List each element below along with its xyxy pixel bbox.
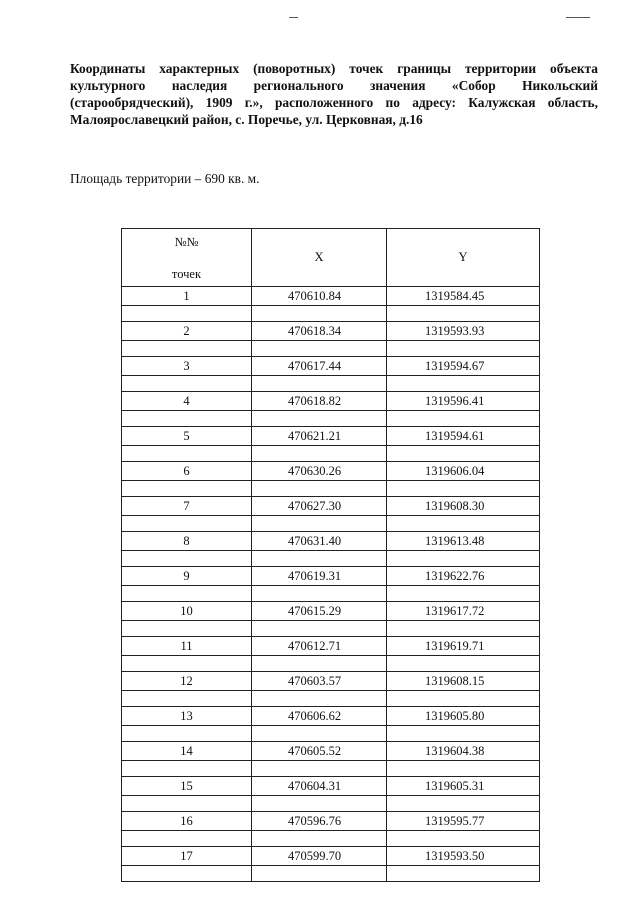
y-coordinate-cell: 1319608.15 [387, 672, 540, 691]
table-row [122, 602, 540, 621]
empty-cell [252, 831, 387, 847]
point-number-cell: 3 [122, 357, 252, 376]
x-coordinate-cell: 470605.52 [252, 742, 387, 761]
table-row [122, 847, 540, 866]
empty-cell [387, 411, 540, 427]
table-row [122, 287, 540, 306]
empty-cell [122, 341, 252, 357]
table-row [122, 322, 540, 341]
header-x: X [252, 229, 387, 287]
x-coordinate-cell: 470606.62 [252, 707, 387, 726]
empty-cell [252, 866, 387, 882]
table-spacer-row [122, 551, 540, 567]
table-spacer-row [122, 691, 540, 707]
empty-cell [387, 796, 540, 812]
point-number-cell: 14 [122, 742, 252, 761]
point-number-cell: 12 [122, 672, 252, 691]
empty-cell [252, 656, 387, 672]
point-number-cell: 7 [122, 497, 252, 516]
x-coordinate-cell: 470603.57 [252, 672, 387, 691]
point-number-cell: 9 [122, 567, 252, 586]
territory-area-text: Площадь территории – 690 кв. м. [70, 171, 260, 186]
empty-cell [122, 516, 252, 532]
y-coordinate-cell: 1319594.61 [387, 427, 540, 446]
y-coordinate-cell: 1319605.80 [387, 707, 540, 726]
point-number-cell: 10 [122, 602, 252, 621]
x-coordinate-cell: 470618.34 [252, 322, 387, 341]
table-spacer-row [122, 866, 540, 882]
empty-cell [122, 551, 252, 567]
scan-mark-left [289, 17, 298, 18]
coordinates-table-body [122, 287, 540, 882]
table-row [122, 637, 540, 656]
x-coordinate-cell: 470630.26 [252, 462, 387, 481]
table-spacer-row [122, 306, 540, 322]
y-coordinate-cell: 1319594.67 [387, 357, 540, 376]
empty-cell [252, 411, 387, 427]
empty-cell [122, 866, 252, 882]
empty-cell [387, 866, 540, 882]
table-spacer-row [122, 796, 540, 812]
empty-cell [122, 446, 252, 462]
empty-cell [387, 306, 540, 322]
table-row [122, 707, 540, 726]
empty-cell [122, 621, 252, 637]
empty-cell [122, 831, 252, 847]
x-coordinate-cell: 470617.44 [252, 357, 387, 376]
table-spacer-row [122, 761, 540, 777]
x-coordinate-cell: 470612.71 [252, 637, 387, 656]
empty-cell [387, 621, 540, 637]
table-row [122, 357, 540, 376]
table-spacer-row [122, 621, 540, 637]
x-coordinate-cell: 470618.82 [252, 392, 387, 411]
table-spacer-row [122, 481, 540, 497]
point-number-cell: 13 [122, 707, 252, 726]
table-row [122, 392, 540, 411]
header-y: Y [387, 229, 540, 287]
empty-cell [122, 726, 252, 742]
header-points-word: точек [171, 266, 202, 281]
table-row [122, 812, 540, 831]
empty-cell [387, 481, 540, 497]
table-spacer-row [122, 831, 540, 847]
y-coordinate-cell: 1319593.50 [387, 847, 540, 866]
y-coordinate-cell: 1319606.04 [387, 462, 540, 481]
point-number-cell: 4 [122, 392, 252, 411]
empty-cell [387, 376, 540, 392]
empty-cell [122, 691, 252, 707]
empty-cell [387, 761, 540, 777]
empty-cell [122, 411, 252, 427]
empty-cell [387, 831, 540, 847]
empty-cell [387, 341, 540, 357]
empty-cell [252, 761, 387, 777]
point-number-cell: 15 [122, 777, 252, 796]
x-coordinate-cell: 470615.29 [252, 602, 387, 621]
header-point-number [122, 229, 252, 287]
empty-cell [122, 656, 252, 672]
empty-cell [252, 481, 387, 497]
table-row [122, 462, 540, 481]
table-spacer-row [122, 446, 540, 462]
table-row [122, 742, 540, 761]
empty-cell [387, 586, 540, 602]
point-number-cell: 8 [122, 532, 252, 551]
x-coordinate-cell: 470604.31 [252, 777, 387, 796]
point-number-cell: 1 [122, 287, 252, 306]
y-coordinate-cell: 1319605.31 [387, 777, 540, 796]
table-row [122, 532, 540, 551]
y-coordinate-cell: 1319608.30 [387, 497, 540, 516]
empty-cell [252, 586, 387, 602]
y-coordinate-cell: 1319596.41 [387, 392, 540, 411]
document-heading: Координаты характерных (поворотных) точек границы территории объекта культурного наследия регионального значения «Собор Никольский (старообрядческий), 1909 г.», расположенного по адресу: Калужская область, Малоярославецкий район, с. Поречье, ул. Церковная, д.16 [70, 61, 598, 127]
point-number-cell: 16 [122, 812, 252, 831]
empty-cell [387, 516, 540, 532]
x-coordinate-cell: 470619.31 [252, 567, 387, 586]
empty-cell [252, 446, 387, 462]
empty-cell [252, 796, 387, 812]
y-coordinate-cell: 1319613.48 [387, 532, 540, 551]
table-spacer-row [122, 656, 540, 672]
x-coordinate-cell: 470610.84 [252, 287, 387, 306]
y-coordinate-cell: 1319617.72 [387, 602, 540, 621]
x-coordinate-cell: 470631.40 [252, 532, 387, 551]
empty-cell [122, 796, 252, 812]
x-coordinate-cell: 470599.70 [252, 847, 387, 866]
table-spacer-row [122, 586, 540, 602]
empty-cell [387, 551, 540, 567]
table-header-row [122, 229, 540, 287]
empty-cell [252, 516, 387, 532]
table-spacer-row [122, 726, 540, 742]
coordinates-table [121, 228, 540, 882]
empty-cell [252, 726, 387, 742]
empty-cell [387, 691, 540, 707]
empty-cell [252, 691, 387, 707]
point-number-cell: 11 [122, 637, 252, 656]
empty-cell [252, 306, 387, 322]
point-number-cell: 17 [122, 847, 252, 866]
table-row [122, 497, 540, 516]
y-coordinate-cell: 1319595.77 [387, 812, 540, 831]
x-coordinate-cell: 470621.21 [252, 427, 387, 446]
point-number-cell: 2 [122, 322, 252, 341]
table-row [122, 567, 540, 586]
y-coordinate-cell: 1319604.38 [387, 742, 540, 761]
empty-cell [387, 446, 540, 462]
table-spacer-row [122, 341, 540, 357]
table-spacer-row [122, 516, 540, 532]
y-coordinate-cell: 1319593.93 [387, 322, 540, 341]
header-number-sign: №№ [174, 234, 199, 249]
x-coordinate-cell: 470596.76 [252, 812, 387, 831]
empty-cell [122, 306, 252, 322]
x-coordinate-cell: 470627.30 [252, 497, 387, 516]
y-coordinate-cell: 1319584.45 [387, 287, 540, 306]
empty-cell [252, 341, 387, 357]
empty-cell [387, 726, 540, 742]
empty-cell [122, 586, 252, 602]
table-spacer-row [122, 376, 540, 392]
empty-cell [122, 761, 252, 777]
point-number-cell: 5 [122, 427, 252, 446]
y-coordinate-cell: 1319622.76 [387, 567, 540, 586]
table-row [122, 427, 540, 446]
empty-cell [387, 656, 540, 672]
empty-cell [252, 376, 387, 392]
table-spacer-row [122, 411, 540, 427]
table-row [122, 777, 540, 796]
empty-cell [122, 376, 252, 392]
scan-mark-right [566, 17, 590, 18]
empty-cell [252, 621, 387, 637]
y-coordinate-cell: 1319619.71 [387, 637, 540, 656]
empty-cell [252, 551, 387, 567]
table-row [122, 672, 540, 691]
point-number-cell: 6 [122, 462, 252, 481]
empty-cell [122, 481, 252, 497]
